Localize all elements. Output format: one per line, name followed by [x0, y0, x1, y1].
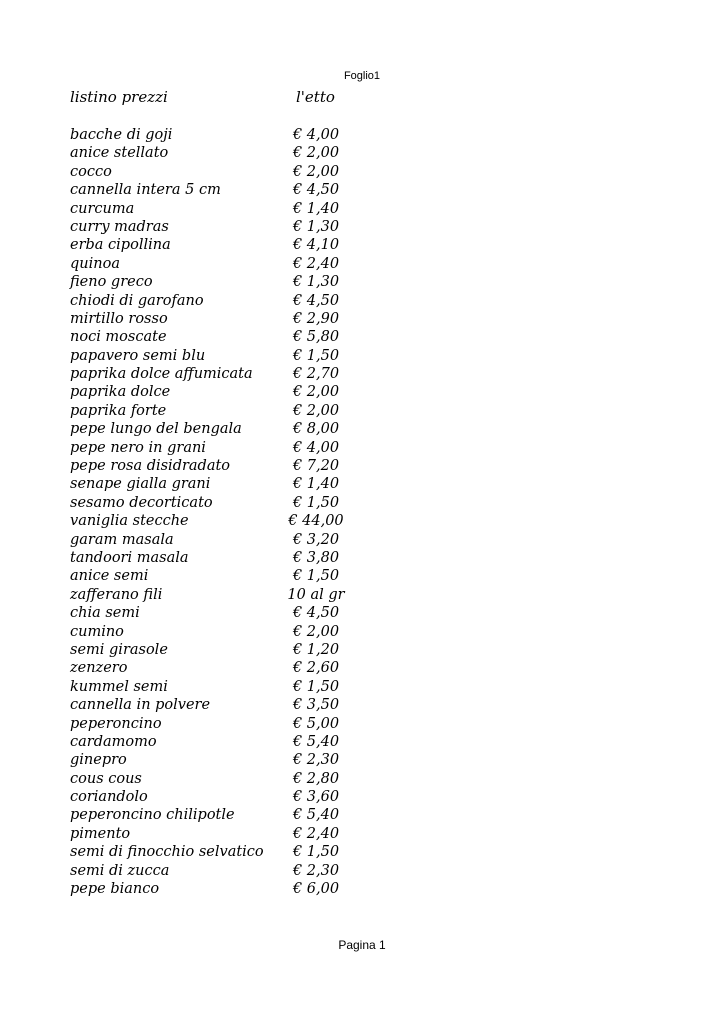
- item-name: peperoncino chilipotle: [70, 807, 235, 824]
- item-name: sesamo decorticato: [70, 494, 213, 511]
- list-item: [70, 236, 370, 254]
- list-item: [70, 770, 370, 788]
- list-item: [70, 678, 370, 696]
- price-list: [70, 126, 370, 898]
- item-price: € 7,20: [292, 458, 340, 475]
- item-price: € 4,50: [292, 292, 340, 309]
- item-price: € 3,20: [292, 531, 340, 548]
- item-price: € 5,00: [292, 715, 340, 732]
- list-item: [70, 494, 370, 512]
- item-price: € 1,50: [292, 568, 340, 585]
- item-price: € 1,40: [292, 200, 340, 217]
- item-price: € 6,00: [292, 881, 340, 898]
- item-price: € 2,00: [292, 402, 340, 419]
- item-price: € 2,00: [292, 384, 340, 401]
- list-item: [70, 402, 370, 420]
- item-price: € 3,60: [292, 789, 340, 806]
- item-name: peperoncino: [70, 715, 162, 732]
- item-price: € 2,90: [292, 310, 340, 327]
- item-name: noci moscate: [70, 329, 167, 346]
- list-item: [70, 567, 370, 585]
- item-name: semi di zucca: [70, 862, 170, 879]
- item-name: ginepro: [70, 752, 127, 769]
- list-item: [70, 420, 370, 438]
- item-name: fieno greco: [70, 274, 153, 291]
- list-item: [70, 512, 370, 530]
- list-item: [70, 586, 370, 604]
- item-name: cous cous: [70, 770, 142, 787]
- list-item: [70, 347, 370, 365]
- list-item: [70, 163, 370, 181]
- item-price: € 4,00: [292, 439, 340, 456]
- item-price: € 2,40: [292, 255, 340, 272]
- item-price: € 1,50: [292, 494, 340, 511]
- item-name: anice semi: [70, 568, 149, 585]
- item-name: pepe rosa disidradato: [70, 458, 231, 475]
- item-price: € 1,30: [292, 274, 340, 291]
- item-name: papavero semi blu: [70, 347, 206, 364]
- item-name: semi girasole: [70, 641, 168, 658]
- item-price: € 1,20: [292, 641, 340, 658]
- item-price: € 5,80: [292, 329, 340, 346]
- list-item: [70, 788, 370, 806]
- item-name: cardamomo: [70, 733, 157, 750]
- list-item: [70, 255, 370, 273]
- item-name: paprika dolce: [70, 384, 171, 401]
- list-item: [70, 604, 370, 622]
- item-price: € 2,80: [292, 770, 340, 787]
- item-name: senape gialla grani: [70, 476, 211, 493]
- list-item: [70, 880, 370, 898]
- item-name: erba cipollina: [70, 237, 171, 254]
- item-price: € 5,40: [292, 733, 340, 750]
- item-price: € 2,30: [292, 752, 340, 769]
- list-item: [70, 733, 370, 751]
- item-name: cumino: [70, 623, 124, 640]
- list-item: [70, 659, 370, 677]
- item-name: pimento: [70, 825, 131, 842]
- item-price: € 4,00: [292, 127, 340, 143]
- item-price: 10 al gr: [287, 586, 345, 603]
- item-name: bacche di goji: [70, 127, 173, 143]
- list-item: [70, 641, 370, 659]
- unit-column-header: l'etto: [296, 88, 335, 106]
- item-name: paprika dolce affumicata: [70, 366, 253, 383]
- item-name: anice stellato: [70, 145, 169, 162]
- item-price: € 2,00: [292, 163, 340, 180]
- item-name: tandoori masala: [70, 549, 189, 566]
- sheet-name-header: Foglio1: [343, 70, 381, 82]
- item-name: cannella in polvere: [70, 697, 211, 714]
- item-price: € 2,60: [292, 660, 340, 677]
- list-item: [70, 328, 370, 346]
- item-price: € 1,30: [292, 218, 340, 235]
- item-price: € 4,50: [292, 182, 340, 199]
- list-item: [70, 292, 370, 310]
- list-item: [70, 126, 370, 144]
- item-name: kummel semi: [70, 678, 168, 695]
- item-name: chiodi di garofano: [70, 292, 204, 309]
- item-name: pepe bianco: [70, 881, 160, 898]
- list-item: [70, 200, 370, 218]
- item-price: € 4,50: [292, 605, 340, 622]
- list-item: [70, 862, 370, 880]
- item-name: paprika forte: [70, 402, 167, 419]
- list-item: [70, 549, 370, 567]
- list-item: [70, 696, 370, 714]
- list-item: [70, 475, 370, 493]
- item-price: € 2,40: [292, 825, 340, 842]
- item-price: € 8,00: [292, 421, 340, 438]
- item-name: vaniglia stecche: [70, 513, 189, 530]
- list-item: [70, 365, 370, 383]
- list-item: [70, 751, 370, 769]
- list-item: [70, 310, 370, 328]
- item-price: € 2,70: [292, 366, 340, 383]
- item-name: quinoa: [70, 255, 120, 272]
- list-item: [70, 623, 370, 641]
- item-price: € 1,50: [292, 347, 340, 364]
- item-name: pepe nero in grani: [70, 439, 206, 456]
- item-name: curcuma: [70, 200, 135, 217]
- item-name: coriandolo: [70, 789, 148, 806]
- list-item: [70, 531, 370, 549]
- list-item: [70, 715, 370, 733]
- item-price: € 2,30: [292, 862, 340, 879]
- item-price: € 1,40: [292, 476, 340, 493]
- list-item: [70, 383, 370, 401]
- item-price: € 4,10: [292, 237, 340, 254]
- item-name: curry madras: [70, 218, 169, 235]
- item-name: zenzero: [70, 660, 128, 677]
- list-item: [70, 218, 370, 236]
- item-price: € 5,40: [292, 807, 340, 824]
- price-list-title: listino prezzi: [70, 88, 168, 106]
- item-name: cocco: [70, 163, 112, 180]
- list-item: [70, 144, 370, 162]
- list-item: [70, 806, 370, 824]
- item-name: mirtillo rosso: [70, 310, 168, 327]
- item-name: chia semi: [70, 605, 140, 622]
- page-number-footer: Pagina 1: [338, 938, 386, 952]
- item-price: € 44,00: [288, 513, 344, 530]
- item-name: zafferano fili: [70, 586, 163, 603]
- list-item: [70, 457, 370, 475]
- item-price: € 1,50: [292, 678, 340, 695]
- item-name: pepe lungo del bengala: [70, 421, 242, 438]
- item-name: garam masala: [70, 531, 174, 548]
- item-name: semi di finocchio selvatico: [70, 844, 264, 861]
- item-price: € 2,00: [292, 145, 340, 162]
- item-price: € 3,80: [292, 549, 340, 566]
- table-header-row: [70, 88, 370, 110]
- list-item: [70, 825, 370, 843]
- item-name: cannella intera 5 cm: [70, 182, 221, 199]
- list-item: [70, 181, 370, 199]
- item-price: € 1,50: [292, 844, 340, 861]
- list-item: [70, 439, 370, 457]
- item-price: € 3,50: [292, 697, 340, 714]
- list-item: [70, 843, 370, 861]
- item-price: € 2,00: [292, 623, 340, 640]
- list-item: [70, 273, 370, 291]
